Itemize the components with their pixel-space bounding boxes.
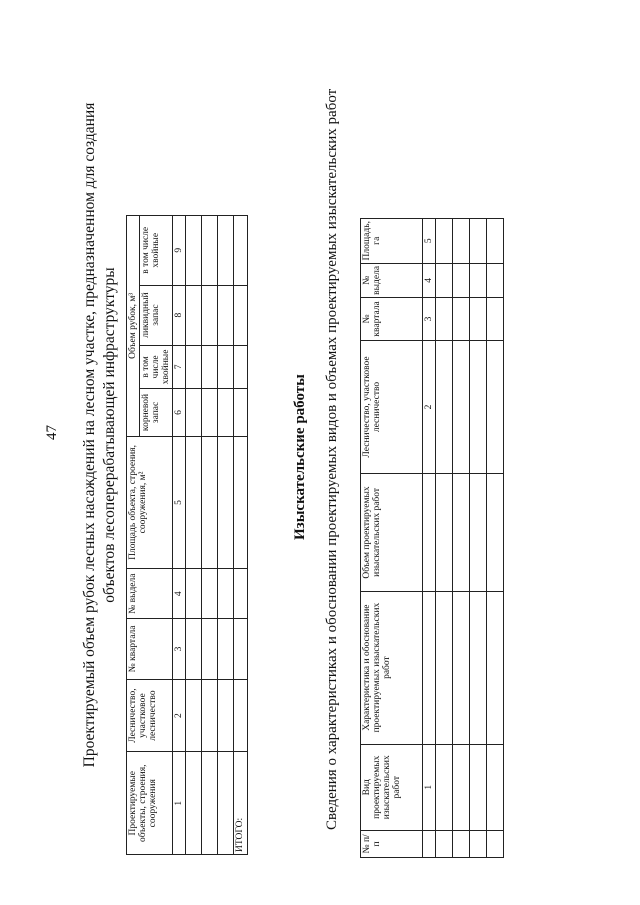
t1-num: 2 bbox=[173, 679, 186, 752]
t1-num: 3 bbox=[173, 619, 186, 680]
table1-title: Проектируемый объем рубок лесных насаждений на лесном участке, предназначенном для создания объектов лесоперерабатывающей инфраструктуры bbox=[81, 102, 118, 768]
t1-num: 9 bbox=[173, 216, 186, 286]
table-row bbox=[487, 219, 504, 858]
t2-num: 1 bbox=[423, 744, 436, 830]
t2-header-description: Характеристика и обоснование проектируемых изыскательских работ bbox=[361, 591, 423, 744]
section-title: Изыскательские работы bbox=[292, 374, 308, 540]
t1-header-quarter: № квартала bbox=[127, 619, 173, 680]
t1-header-volume-group: Объем рубок, м³ bbox=[127, 216, 140, 437]
table2-title: Сведения о характеристиках и обосновании проектируемых видов и объемах проектируемых изыскательских работ bbox=[324, 88, 340, 830]
t2-header-plot: № выдела bbox=[361, 263, 423, 298]
t1-num: 6 bbox=[173, 389, 186, 436]
t1-header-plot: № выдела bbox=[127, 569, 173, 619]
table1 bbox=[126, 215, 248, 855]
t2-header-area: Площадь, га bbox=[361, 219, 423, 264]
t2-header-number: № п/п bbox=[361, 830, 423, 857]
t1-num: 4 bbox=[173, 569, 186, 619]
table-row bbox=[218, 216, 234, 855]
t2-header-volume: Объем проектируемых изыскательских работ bbox=[361, 474, 423, 591]
table-row bbox=[453, 219, 470, 858]
t1-total-label: ИТОГО: bbox=[234, 752, 248, 855]
t1-header-coniferous2: в том числе хвойные bbox=[140, 216, 173, 286]
t2-num: 4 bbox=[423, 263, 436, 298]
table-row bbox=[436, 219, 453, 858]
t1-header-coniferous1: в том числе хвойные bbox=[140, 345, 173, 389]
t2-num: 3 bbox=[423, 298, 436, 340]
t1-header-forestry: Лесничество, участковое лесничество bbox=[127, 679, 173, 752]
t1-header-area: Площадь объекта, строения, сооружения, м² bbox=[127, 436, 173, 569]
t2-num: 5 bbox=[423, 219, 436, 264]
t1-header-root-stock: корневой запас bbox=[140, 389, 173, 436]
t1-num: 1 bbox=[173, 752, 186, 855]
t2-header-type: Вид проектируемых изыскательских работ bbox=[361, 744, 423, 830]
table2-wrap bbox=[360, 218, 504, 858]
page-number: 47 bbox=[44, 425, 60, 440]
table1-wrap bbox=[126, 215, 248, 855]
t1-num: 5 bbox=[173, 436, 186, 569]
t2-header-forestry: Лесничество, участковое лесничество bbox=[361, 340, 423, 474]
table2 bbox=[360, 218, 504, 858]
t2-num: 2 bbox=[423, 340, 436, 474]
t1-header-objects: Проектируемые объекты, строения, сооружения bbox=[127, 752, 173, 855]
t1-num: 7 bbox=[173, 345, 186, 389]
t1-header-liquid-stock: ликвидный запас bbox=[140, 285, 173, 345]
t2-header-quarter: № квартала bbox=[361, 298, 423, 340]
table-row bbox=[470, 219, 487, 858]
table-row bbox=[202, 216, 218, 855]
t1-num: 8 bbox=[173, 285, 186, 345]
table-row bbox=[186, 216, 202, 855]
